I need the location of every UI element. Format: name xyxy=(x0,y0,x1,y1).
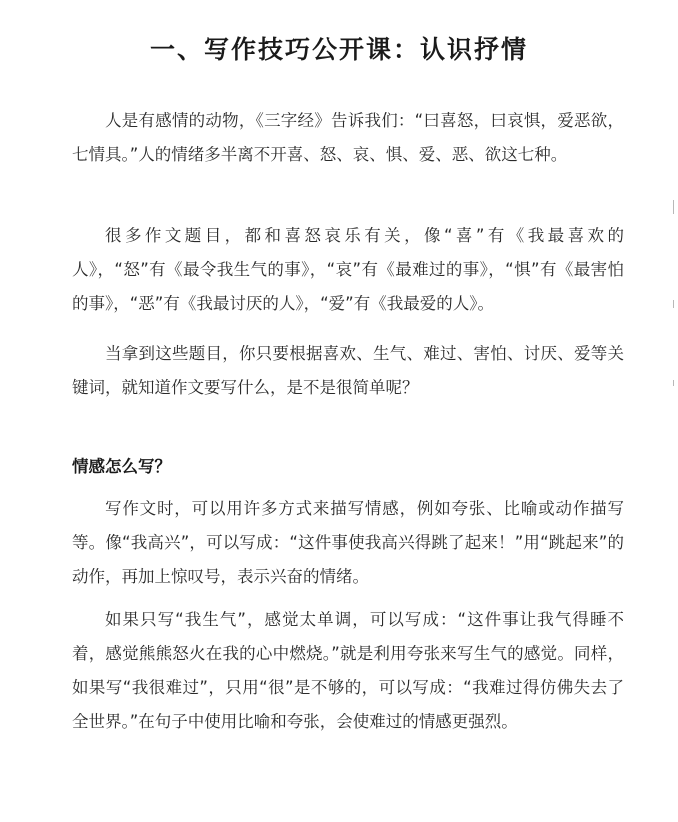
paragraph-section-1: 写作文时，可以用许多方式来描写情感，例如夸张、比喻或动作描写等。像“我高兴”，可以写成：“这件事使我高兴得跳了起来！”用“跳起来”的动作，再加上惊叹号，表示兴奋的情绪。 xyxy=(72,499,624,586)
section-heading: 情感怎么写？ xyxy=(72,457,171,476)
edge-mark xyxy=(673,300,674,308)
edge-mark xyxy=(673,200,674,214)
paragraph-intro-2: 很多作文题目，都和喜怒哀乐有关，像“喜”有《我最喜欢的人》，“怒”有《最令我生气的事》，“哀”有《最难过的事》，“惧”有《最害怕的事》，“恶”有《我最讨厌的人》，“爱”有《我最爱的人》。 xyxy=(72,226,624,313)
paragraph-section-2: 如果只写“我生气”，感觉太单调，可以写成：“这件事让我气得睡不着，感觉熊熊怒火在我的心中燃烧。”就是利用夸张来写生气的感觉。同样，如果写“我很难过”，只用“很”是不够的，可以写成：“我难过得仿佛失去了全世界。”在句子中使用比喻和夸张，会使难过的情感更强烈。 xyxy=(72,610,624,731)
edge-mark xyxy=(673,380,674,386)
paragraph-intro-3: 当拿到这些题目，你只要根据喜欢、生气、难过、害怕、讨厌、爱等关键词，就知道作文要写什么，是不是很简单呢？ xyxy=(72,344,624,397)
page-title: 一、写作技巧公开课：认识抒情 xyxy=(149,35,528,64)
paragraph-intro-1: 人是有感情的动物，《三字经》告诉我们：“曰喜怒，曰哀惧，爱恶欲，七情具。”人的情绪多半离不开喜、怒、哀、惧、爱、恶、欲这七种。 xyxy=(72,111,624,164)
